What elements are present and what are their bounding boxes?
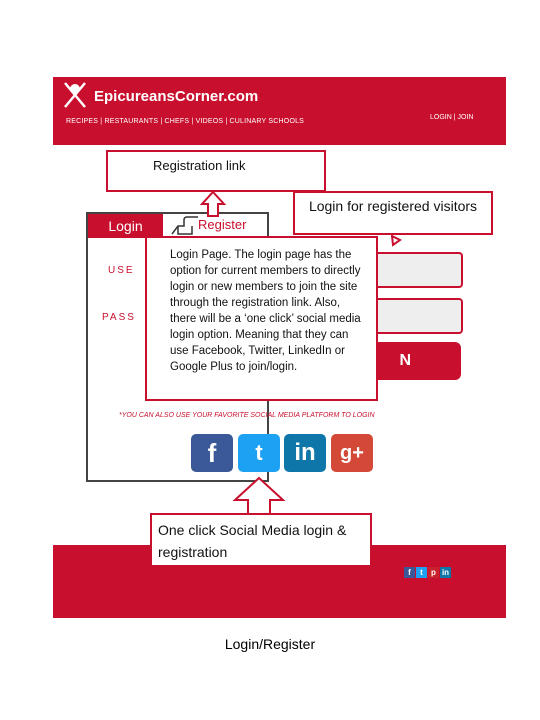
linkedin-icon[interactable]: in: [441, 568, 450, 577]
tab-register[interactable]: Register: [198, 217, 247, 232]
main-nav[interactable]: RECIPES | RESTAURANTS | CHEFS | VIDEOS | CULINARY SCHOOLS: [66, 118, 305, 125]
site-title[interactable]: EpicureansCorner.com: [94, 88, 259, 105]
linkedin-login-button[interactable]: in: [284, 434, 326, 472]
pinterest-icon[interactable]: p: [428, 567, 439, 578]
login-join-links[interactable]: LOGIN | JOIN: [430, 114, 474, 121]
facebook-icon[interactable]: f: [404, 567, 415, 578]
social-login-note: *YOU CAN ALSO USE YOUR FAVORITE SOCIAL MEDIA PLATFORM TO LOGIN: [119, 412, 375, 419]
page-caption: Login/Register: [224, 636, 316, 652]
registration-link-callout: Registration link: [106, 150, 326, 192]
login-button[interactable]: N: [355, 342, 461, 380]
username-label: USE: [108, 265, 135, 276]
facebook-login-button[interactable]: f: [191, 434, 233, 472]
login-page-callout: Login Page. The login page has the option for current members to directly login or new members to join the site through the registration link. Also, there will be a ‘one click’ social media login option. Meaning that they can use Facebook, Twitter, LinkedIn or Google Plus to join/login.: [145, 236, 378, 401]
password-label: PASS: [102, 312, 136, 323]
registered-visitors-callout: Login for registered visitors: [293, 191, 493, 235]
googleplus-login-button[interactable]: g+: [331, 434, 373, 472]
tab-login[interactable]: Login: [88, 214, 163, 238]
twitter-login-button[interactable]: t: [238, 434, 280, 472]
social-login-callout: One click Social Media login & registration: [150, 513, 372, 567]
twitter-icon[interactable]: t: [416, 567, 427, 578]
